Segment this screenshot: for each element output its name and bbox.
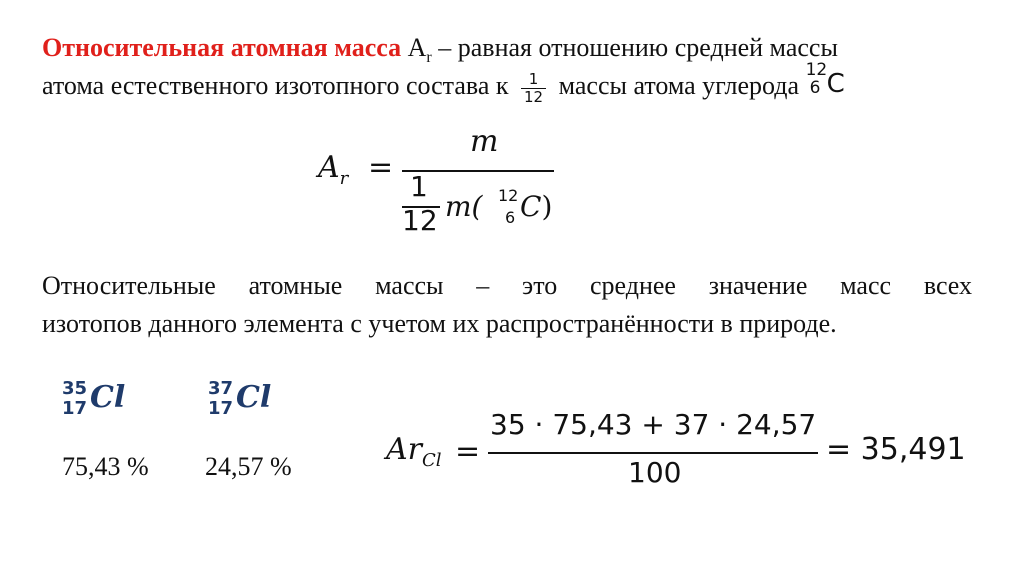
- formula-arcl-result: = 35,491: [826, 432, 966, 467]
- formula-ar-mass-term: m(: [445, 190, 483, 223]
- one-twelfth-fraction: $\frac{1}{12}$: [521, 71, 546, 106]
- formula-arcl-equals: =: [455, 434, 481, 469]
- definition-line-2: [42, 60, 1002, 106]
- paragraph-2-line-1: Относительные атомные массы – это среднее значение масс всех: [42, 271, 972, 300]
- definition-text-2: атома естественного изотопного состава к: [42, 71, 509, 100]
- formula-ar-numerator: m: [470, 124, 499, 159]
- formula-arcl-numerator: 35 · 75,43 + 37 · 24,57: [490, 408, 817, 441]
- isotope-cl37: 37 17 Cl: [208, 378, 272, 419]
- formula-ar-atomic-number: 6: [505, 208, 516, 227]
- definition-text-1: – равная отношению средней массы: [431, 33, 838, 62]
- isotope-cl35: 35 17 Cl: [62, 378, 126, 419]
- formula-ar-equals: =: [368, 150, 394, 185]
- carbon-12-isotope: 12 6 C: [805, 60, 845, 99]
- formula-ar-lhs: $A_r$: [318, 150, 349, 189]
- formula-arcl-denominator: 100: [628, 456, 682, 489]
- definition-symbol: $A_r$: [407, 33, 432, 67]
- formula-ar-frac-den: 12: [402, 204, 438, 237]
- isotope-cl35-abundance: 75,43 %: [62, 452, 149, 481]
- isotope-cl37-abundance: 24,57 %: [205, 452, 292, 481]
- formula-arcl-lhs: $Ar_{Cl}$: [386, 432, 442, 471]
- formula-ar-frac-num: 1: [410, 170, 428, 203]
- paragraph-2-line-2: изотопов данного элемента с учетом их распространённости в природе.: [42, 309, 837, 338]
- formula-arcl-fraction-bar: [488, 452, 818, 454]
- formula-ar-element: C): [520, 190, 553, 223]
- definition-term: Относительная атомная масса: [42, 33, 402, 62]
- definition-text-3: массы атома углерода: [558, 71, 800, 100]
- formula-ar-mass-number: 12: [498, 186, 519, 205]
